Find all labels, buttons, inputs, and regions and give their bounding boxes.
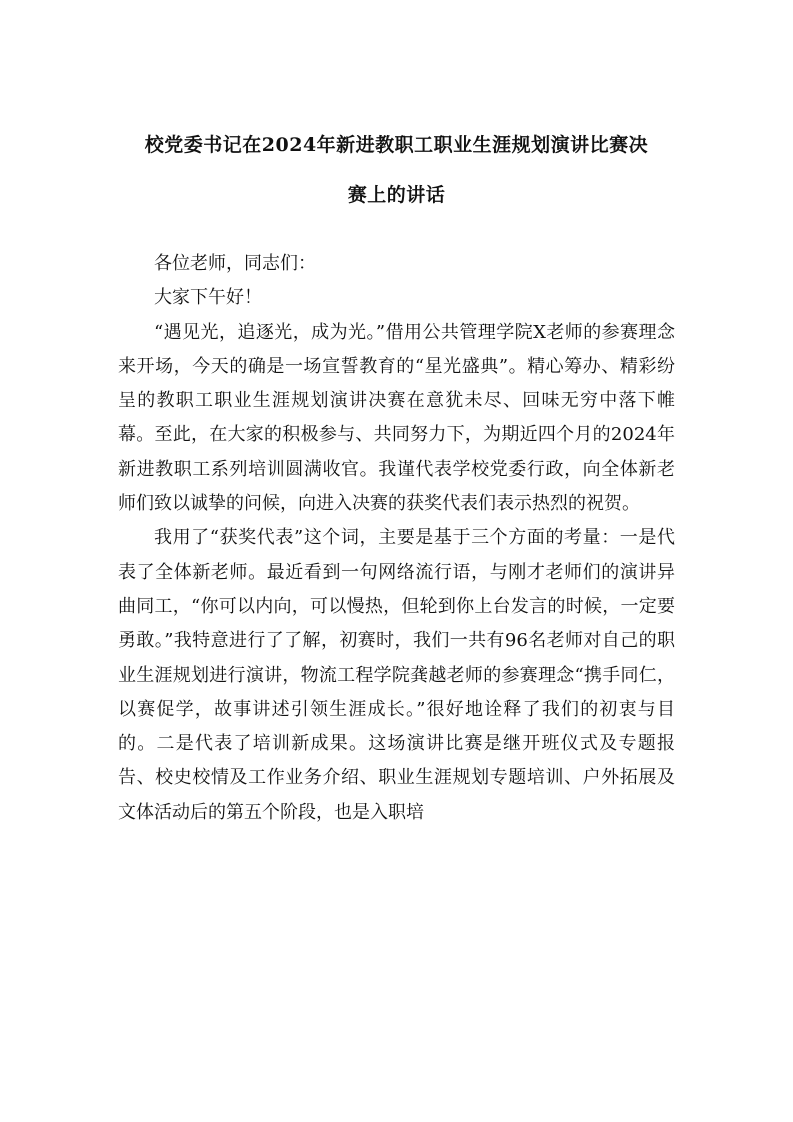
body-paragraph: 我用了“获奖代表”这个词，主要是基于三个方面的考量：一是代表了全体新老师。最近看到一句网络流行语，与刚才老师们的演讲异曲同工，“你可以内向，可以慢热，但轮到你上台发言的时候，一定要勇敢。”我特意进行了了解，初赛时，我们一共有96名老师对自己的职业生涯规划进行演讲，物流工程学院龚越老师的参赛理念“携手同仁，以赛促学，故事讲述引领生涯成长。”很好地诠释了我们的初衷与目的。二是代表了培训新成果。这场演讲比赛是继开班仪式及专题报告、校史校情及工作业务介绍、职业生涯规划专题培训、户外拓展及文体活动后的第五个阶段，也是入职培 xyxy=(118,527,675,823)
greeting-paragraph: 大家下午好！ xyxy=(154,287,262,309)
document-body xyxy=(118,247,675,830)
salutation-paragraph: 各位老师，同志们： xyxy=(154,253,316,274)
document-title-line-2: 赛上的讲话 xyxy=(347,184,446,206)
body-paragraph: “遇见光，追逐光，成为光。”借用公共管理学院X老师的参赛理念来开场，今天的确是一场宣誓教育的“星光盛典”。精心筹办、精彩纷呈的教职工职业生涯规划演讲决赛在意犹未尽、回味无穷中落下帷幕。至此，在大家的积极参与、共同努力下，为期近四个月的2024年新进教职工系列培训圆满收官。我谨代表学校党委行政，向全体新老师们致以诚挚的问候，向进入决赛的获奖代表们表示热烈的祝贺。 xyxy=(118,321,675,515)
document-title-line-1: 校党委书记在2024年新进教职工职业生涯规划演讲比赛决 xyxy=(144,134,649,156)
